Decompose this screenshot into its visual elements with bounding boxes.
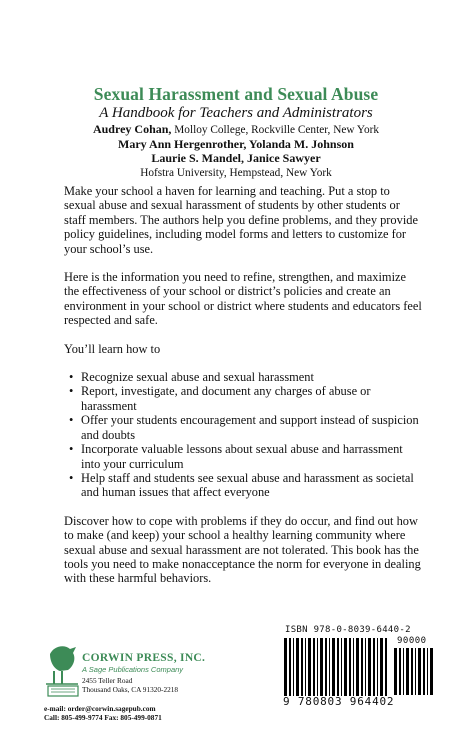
bullet-icon: • (69, 442, 74, 457)
barcode-bar (296, 638, 299, 696)
barcode-bar (423, 648, 425, 695)
author-affiliation-hofstra: Hofstra University, Hempstead, New York (140, 166, 332, 179)
barcode-bar (289, 638, 291, 696)
list-item: • Offer your students encouragement and support instead of suspicion and doubts (69, 413, 419, 442)
barcode-bar (394, 648, 397, 695)
barcode-bar (403, 648, 404, 695)
author-line-2: Mary Ann Hergenrother, Yolanda M. Johnson (118, 136, 354, 151)
barcode-bar (377, 638, 378, 696)
benefits-list (64, 370, 424, 500)
book-subtitle: A Handbook for Teachers and Administrators (99, 105, 373, 121)
ean-barcode-icon (283, 638, 391, 698)
barcode-bar (337, 638, 339, 696)
barcode-bar (406, 648, 409, 695)
barcode-bar (353, 638, 354, 696)
isbn-barcode (283, 625, 433, 720)
barcode-bar (293, 638, 294, 696)
list-item: • Recognize sexual abuse and sexual harassment (69, 370, 314, 385)
book-title: Sexual Harassment and Sexual Abuse (93, 84, 379, 104)
addon-barcode-icon (393, 638, 435, 695)
author-line-1 (0, 123, 472, 138)
barcode-bar (385, 638, 387, 696)
cover-header (0, 84, 472, 180)
paragraph-intro: Make your school a haven for learning and teaching. Put a stop to sexual abuse and sexual harassment of students by other students or staff members. The authors help you define problems, and they provide policy guidelines, including model forms and letters to customize for your school’s use. (64, 184, 418, 256)
addon-number: 90000 (397, 636, 427, 646)
barcode-bar (301, 638, 303, 696)
barcode-bar (399, 648, 401, 695)
publisher-phone: Call: 805-499-9774 Fax: 805-499-0871 (44, 712, 162, 722)
barcode-bar (415, 648, 416, 695)
corwin-bird-logo-icon (44, 640, 84, 700)
barcode-bar (332, 638, 335, 696)
publisher-contact (44, 705, 264, 722)
barcode-bar (349, 638, 351, 696)
barcode-bar (418, 648, 421, 695)
barcode-bar (368, 638, 371, 696)
authors-block (0, 123, 472, 180)
publisher-email: e-mail: order@corwin.sagepub.com (44, 704, 156, 713)
bullet-icon: • (69, 470, 74, 485)
barcode-bar (284, 638, 287, 696)
barcode-bar (313, 638, 315, 696)
barcode-bar (411, 648, 413, 695)
list-item: • Report, investigate, and document any charges of abuse or harassment (69, 384, 371, 413)
barcode-bar (317, 638, 318, 696)
bullet-icon: • (69, 370, 74, 385)
barcode-bar (380, 638, 383, 696)
publisher-tagline: A Sage Publications Company (82, 665, 184, 674)
barcode-bar (325, 638, 327, 696)
ean-number: 9 780803 964402 (283, 695, 395, 708)
paragraph-learn-lead: You’ll learn how to (64, 341, 161, 356)
barcode-bar (305, 638, 306, 696)
barcode-bar (320, 638, 323, 696)
list-item: • Help staff and students see sexual abuse and harassment as societal and human issues that affect everyone (69, 470, 414, 500)
barcode-bar (427, 648, 428, 695)
barcode-bar (308, 638, 311, 696)
isbn-label: ISBN 978-0-8039-6440-2 (285, 625, 411, 635)
barcode-bar (356, 638, 359, 696)
barcode-bar (341, 638, 342, 696)
paragraph-closing: Discover how to cope with problems if they do occur, and find out how to make (and keep) your school a healthy learning community where sexual abuse and sexual harassment are not tolerated. This book has the tools you need to make nonacceptance the norm for everyone in dealing with these harmful behaviors. (64, 513, 421, 586)
paragraph-information: Here is the information you need to refine, strengthen, and maximize the effectiveness of your school or district’s policies and create an environment in your school or district where students and educators feel respected and safe. (64, 270, 422, 328)
author-affiliation-molloy: Molloy College, Rockville Center, New York (171, 124, 380, 136)
barcode-bar (329, 638, 330, 696)
publisher-name: CORWIN PRESS, INC. (82, 652, 206, 664)
publisher-address: 2455 Teller Road Thousand Oaks, CA 91320-2218 (82, 676, 179, 694)
bullet-icon: • (69, 413, 74, 428)
barcode-bar (373, 638, 375, 696)
author-name-cohan: Audrey Cohan, (92, 122, 172, 136)
author-line-3: Laurie S. Mandel, Janice Sawyer (151, 151, 321, 166)
list-item: • Incorporate valuable lessons about sexual abuse and harrassment into your curriculum (69, 442, 403, 471)
barcode-bar (361, 638, 363, 696)
bullet-icon: • (69, 384, 74, 399)
back-cover-description (64, 184, 424, 600)
barcode-bar (344, 638, 347, 696)
barcode-bar (365, 638, 366, 696)
barcode-bar (430, 648, 433, 695)
